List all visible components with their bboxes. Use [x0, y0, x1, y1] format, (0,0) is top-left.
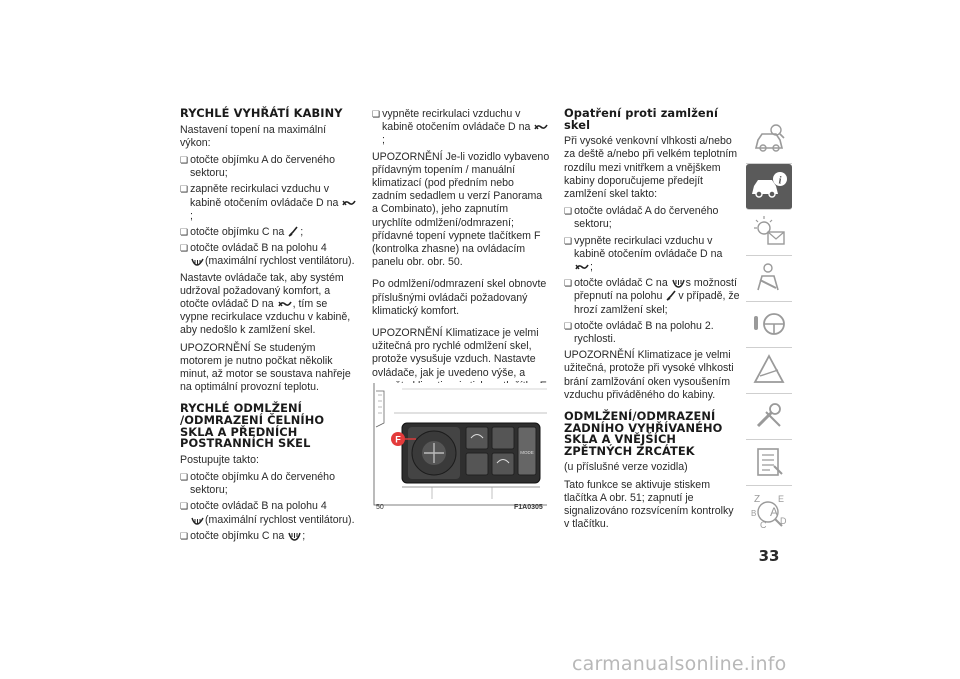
- figure-code: F1A0305: [514, 504, 543, 511]
- column-right: [564, 108, 740, 535]
- fresh-air-icon: [575, 263, 589, 272]
- paragraph: Nastavení topení na maximální výkon:: [180, 123, 327, 149]
- watermark: carmanualsonline.info: [572, 653, 787, 675]
- paragraph-warning: UPOZORNĚNÍ Je-li vozidlo vybaveno přídavným topením / manuální klimatizací (pod předním nebo zadním sedadlem u verzí Panorama a Combinato), jeho zapnutím urychlíte odmlžení/odmrazení; přídavné topení vypnete tlačítkem F (kontrolka zhasne) na ovládacím panelu obr. obr. 50.: [372, 150, 550, 269]
- paragraph-warning: UPOZORNĚNÍ Klimatizace je velmi užitečná, protože při vysoké vlhkosti brání zamlžování oken vysoušením vzduchu přiváděného do kabiny.: [564, 349, 734, 401]
- paragraph: Po odmlžení/odmrazení skel obnovte příslušnými ovládači požadovaný klimatický komfort.: [372, 278, 547, 317]
- figure-control-panel: [372, 383, 550, 511]
- list-item: ❏ otočte ovládač A do červeného sektoru;: [564, 205, 740, 231]
- list-item: ❏ otočte objímku A do červeného sektoru;: [180, 154, 358, 180]
- heading-anti-fog: Opatření proti zamlžení skel: [564, 106, 718, 132]
- column-middle: [372, 108, 550, 410]
- windshield-feet-icon: [288, 226, 299, 237]
- list-item: ❏ otočte objímku A do červeného sektoru;: [180, 471, 358, 497]
- fan-speed-icon: [191, 517, 204, 525]
- callout-f: F: [395, 434, 401, 445]
- chapter-tab-info-active[interactable]: [746, 164, 792, 210]
- list-item: ❏ otočte ovládač C na s možností přepnutí na polohu v případě, že hrozí zamlžení skel;: [564, 277, 740, 317]
- paragraph-warning: UPOZORNĚNÍ Se studeným motorem je nutno počkat několik minut, až motor se soustava nahřeje na optimální provozní teplotu.: [180, 341, 351, 394]
- svg-text:Z: Z: [754, 494, 761, 505]
- list-item: ❏ otočte ovládač B na polohu 2. rychlosti.: [564, 320, 740, 346]
- list-item: ❏ otočte objímku C na ;: [180, 226, 358, 239]
- heading-rear-defrost: ODMLŽENÍ/ODMRAZENÍ ZADNÍHO VYHŘÍVANÉHO SKLA A VNĚJŠÍCH ZPĚTNÝCH ZRCÁTEK: [564, 409, 723, 458]
- heading-quick-defrost: RYCHLÉ ODMLŽENÍ /ODMRAZENÍ ČELNÍHO SKLA A PŘEDNÍCH POSTRANNÍCH SKEL: [180, 401, 325, 451]
- paragraph: Při vysoké venkovní vlhkosti a/nebo za deště a/nebo při velkém teplotním rozdílu mezi vnitřkem a vnějškem kabiny doporučujeme předejít zamlžení skel takto:: [564, 135, 738, 200]
- chapter-tab-starting-driving[interactable]: [746, 302, 792, 348]
- chapter-tab-maintenance[interactable]: [746, 394, 792, 440]
- chapter-tab-lights-messages[interactable]: [746, 210, 792, 256]
- svg-text:A: A: [770, 505, 779, 519]
- chapter-sidebar: [746, 118, 792, 543]
- recirculation-icon: [342, 199, 356, 208]
- chapter-tab-index[interactable]: [746, 486, 792, 531]
- paragraph: (u příslušné verze vozidla): [564, 461, 688, 474]
- column-left: [180, 108, 358, 546]
- list-item: ❏ otočte ovládač B na polohu 4 (maximální rychlost ventilátoru).: [180, 242, 358, 268]
- chapter-tab-technical-data[interactable]: [746, 440, 792, 486]
- svg-text:E: E: [778, 494, 785, 504]
- paragraph: Nastavte ovládače tak, aby systém udržoval požadovaný komfort, a otočte ovládač D na , tím se vypne recirkulace vzduchu v kabině, aby nedošlo k zamlžení skel.: [180, 271, 351, 337]
- list-item: ❏ otočte objímku C na ;: [180, 530, 358, 543]
- chapter-tab-dashboard[interactable]: [746, 118, 792, 164]
- heading-quick-heating: RYCHLÉ VYHŘÁTÍ KABINY: [180, 106, 343, 120]
- windshield-defrost-icon: [288, 532, 301, 541]
- fresh-air-icon: [278, 300, 292, 309]
- list-item: ❏ otočte ovládač B na polohu 4 (maximální rychlost ventilátoru).: [180, 500, 358, 526]
- list-item: ❏ vypněte recirkulaci vzduchu v kabině otočením ovládače D na ;: [564, 235, 740, 275]
- figure-number: 50: [376, 504, 384, 511]
- windshield-defrost-icon: [672, 279, 685, 288]
- list-item: ❏ vypněte recirkulaci vzduchu v kabině otočením ovládače D na ;: [372, 108, 550, 148]
- svg-text:D: D: [780, 516, 787, 526]
- list-item: ❏ zapněte recirkulaci vzduchu v kabině otočením ovládače D na ;: [180, 183, 358, 223]
- fresh-air-icon: [534, 123, 548, 132]
- chapter-tab-safety[interactable]: [746, 256, 792, 302]
- svg-text:B: B: [751, 509, 757, 518]
- paragraph-warning: UPOZORNĚNÍ Klimatizace je velmi užitečná pro rychlé odmlžení skel, protože vysušuje vzduch. Nastavte ovládače, jak je uvedeno výše, a: [372, 327, 539, 379]
- svg-text:i: i: [778, 174, 782, 187]
- mode-button-label: MODE: [520, 450, 534, 455]
- svg-text:C: C: [760, 520, 767, 530]
- fan-speed-icon: [191, 258, 204, 266]
- page-number: 33: [758, 547, 780, 565]
- chapter-tab-emergency[interactable]: [746, 348, 792, 394]
- windshield-feet-icon: [666, 290, 677, 301]
- paragraph: Tato funkce se aktivuje stiskem tlačítka A obr. 51; zapnutí je signalizováno rozsvícením kontrolky v tlačítku.: [564, 478, 734, 531]
- paragraph: Postupujte takto:: [180, 453, 259, 466]
